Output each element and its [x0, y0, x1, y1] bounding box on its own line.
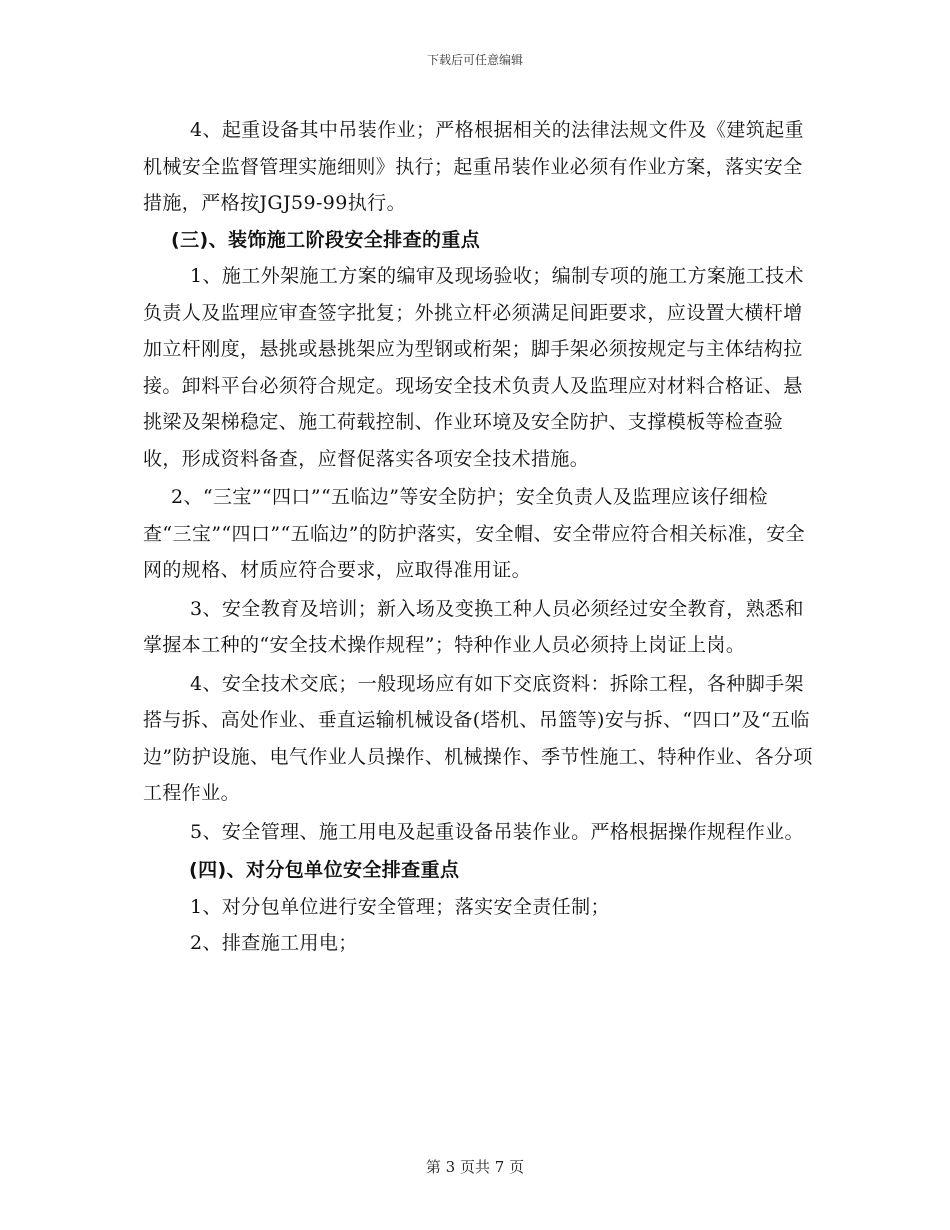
paragraph-protection: 2、“三宝”“四口”“五临边”等安全防护；安全负责人及监理应该仔细检查“三宝”“四口”“五临边”的防护落实，安全帽、安全带应符合相关标准，安全网的规格、材质应符合要求，应取得准用证。: [143, 486, 806, 581]
section-heading-decoration-stage: (三)、装饰施工阶段安全排查的重点: [171, 228, 481, 251]
section-heading-subcontractor: (四)、对分包单位安全排查重点: [189, 859, 460, 881]
paragraph-safety-management: 5、安全管理、施工用电及起重设备吊装作业。严格根据操作规程作业。: [190, 820, 804, 843]
document-body: [143, 112, 815, 962]
paragraph-construction-power: 2、排查施工用电；: [190, 932, 358, 954]
paragraph-subcontractor-management: 1、对分包单位进行安全管理；落实安全责任制；: [190, 895, 610, 918]
paragraph-item-4-lifting: 4、起重设备其中吊装作业；严格根据相关的法律法规文件及《建筑起重机械安全监督管理实施细则》执行；起重吊装作业必须有作业方案，落实安全措施，严格按JGJ59-99执行。: [143, 119, 804, 214]
paragraph-scaffold-plan: 1、施工外架施工方案的编审及现场验收；编制专项的施工方案施工技术负责人及监理应审查签字批复；外挑立杆必须满足间距要求，应设置大横杆增加立杆刚度，悬挑或悬挑架应为型钢或桁架；脚手架必须按规定与主体结构拉接。卸料平台必须符合规定。现场安全技术负责人及监理应对材料合格证、悬挑梁及架梯稳定、施工荷载控制、作业环境及安全防护、支撑模板等检查验收，形成资料备查，应督促落实各项安全技术措施。: [143, 265, 804, 470]
page-header-note: 下载后可任意编辑: [426, 53, 523, 67]
paragraph-technical-briefing: 4、安全技术交底；一般现场应有如下交底资料：拆除工程，各种脚手架搭与拆、高处作业、垂直运输机械设备(塔机、吊篮等)安与拆、“四口”及“五临边”防护设施、电气作业人员操作、机械操作、季节性施工、特种作业、各分项工程作业。: [143, 672, 813, 804]
paragraph-safety-training: 3、安全教育及培训；新入场及变换工种人员必须经过安全教育，熟悉和掌握本工种的“安全技术操作规程”；特种作业人员必须持上岗证上岗。: [143, 597, 804, 656]
page-number-footer: 第 3 页共 7 页: [425, 1158, 525, 1176]
